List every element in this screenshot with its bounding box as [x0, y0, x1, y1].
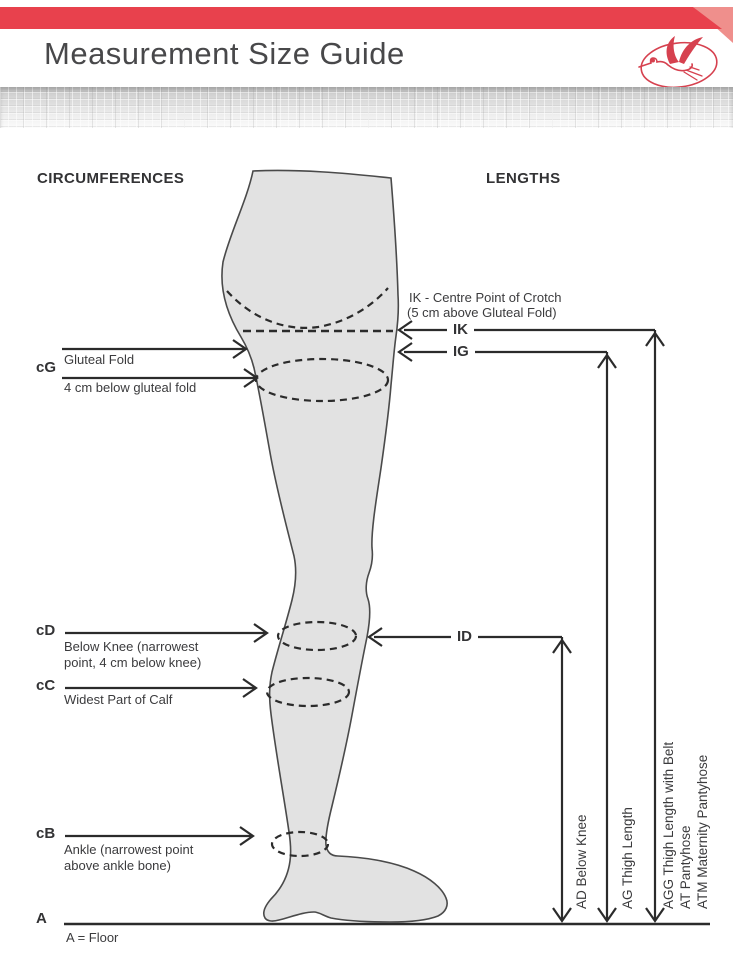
- code-cB: cB: [36, 825, 56, 842]
- code-cC: cC: [36, 677, 56, 694]
- label-ankle: [64, 842, 193, 874]
- label-floor: A = Floor: [66, 930, 119, 945]
- label-ankle-line2: above ankle bone): [64, 858, 171, 873]
- label-widest-calf: Widest Part of Calf: [64, 692, 173, 707]
- code-IK: IK: [447, 321, 474, 338]
- vlabel-ag-thigh-length: AG Thigh Length: [620, 807, 635, 909]
- circumferences-heading: CIRCUMFERENCES: [37, 170, 185, 187]
- vlabel-at-pantyhose: AT Pantyhose: [678, 825, 693, 909]
- code-cD: cD: [36, 622, 56, 639]
- leg-silhouette: [222, 170, 447, 922]
- label-below-knee-line1: Below Knee (narrowest: [64, 639, 199, 654]
- code-IG: IG: [447, 343, 475, 360]
- vlabel-ad-below-knee: AD Below Knee: [574, 814, 589, 909]
- crotch-note-line1: IK - Centre Point of Crotch: [409, 290, 562, 305]
- code-ID: ID: [451, 628, 478, 645]
- label-ankle-line1: Ankle (narrowest point: [64, 842, 194, 857]
- code-A: A: [36, 910, 47, 927]
- vlabel-atm-maternity-pantyhose: ATM Maternity Pantyhose: [695, 754, 710, 909]
- crotch-note-line2: (5 cm above Gluteal Fold): [407, 305, 557, 320]
- label-below-knee: [64, 639, 201, 671]
- label-below-gluteal-fold: 4 cm below gluteal fold: [64, 380, 197, 395]
- label-below-knee-line2: point, 4 cm below knee): [64, 655, 202, 670]
- lengths-heading: LENGTHS: [486, 170, 561, 187]
- page-title: Measurement Size Guide: [44, 36, 405, 71]
- vlabel-agg-thigh-belt: AGG Thigh Length with Belt: [661, 741, 676, 909]
- code-cG: cG: [36, 359, 57, 376]
- label-gluteal-fold: Gluteal Fold: [64, 352, 135, 367]
- circumference-arrows: [62, 340, 267, 845]
- vlabel-agg-group: [660, 742, 711, 909]
